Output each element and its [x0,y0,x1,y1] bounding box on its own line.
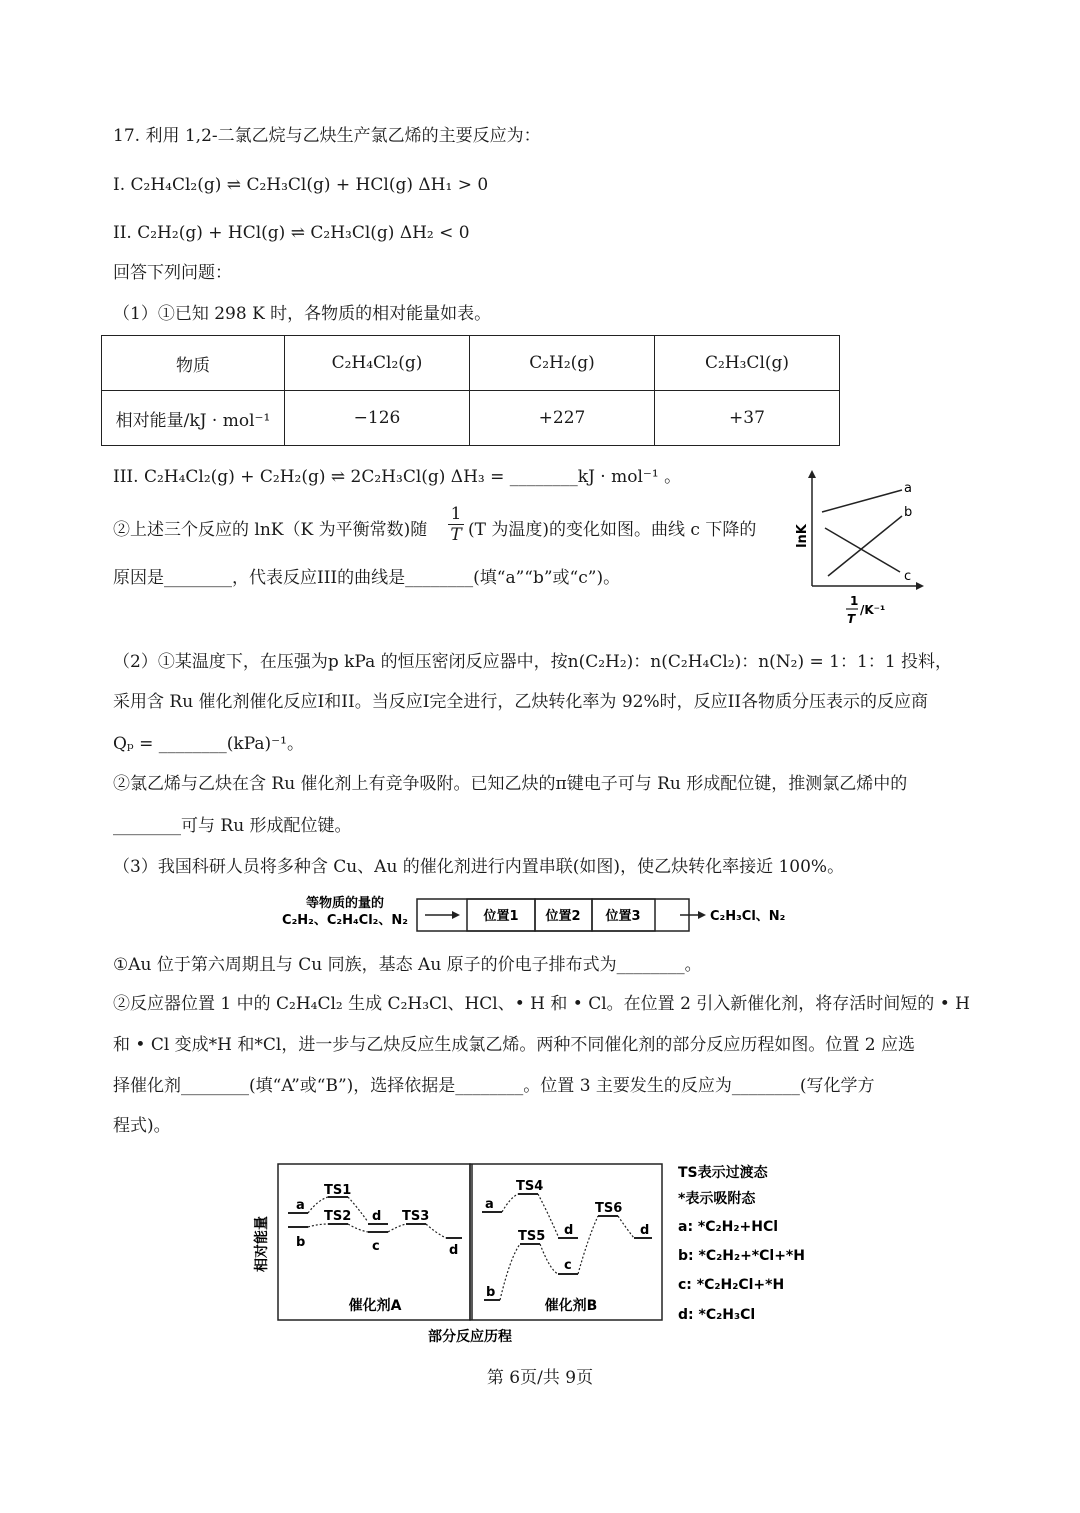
table-header: C₂H₄Cl₂(g) [285,336,470,391]
curve-c [825,528,900,572]
position-1-label: 位置1 [483,909,519,924]
position-2-label: 位置2 [545,909,581,924]
curve-a [822,490,902,512]
part3-line6: 程式)。 [113,1116,171,1136]
catalyst-a-path-b [288,1224,462,1238]
d-state-label: d [640,1223,650,1238]
position-3-label: 位置3 [605,909,641,924]
inverse-t-fraction [448,504,464,545]
x-axis-denominator: T [847,612,856,626]
panel-b-label: 催化剂B [544,1298,598,1314]
part3-line5: 择催化剂________(填“A”或“B”)，选择依据是________。位置 3 主要发生的反应为________(写化学方 [113,1076,875,1096]
part3-line2: ①Au 位于第六周期且与 Cu 同族，基态 Au 原子的价电子排布式为________。 [113,955,702,975]
curve-b-label: b [904,505,913,520]
energy-xlabel: 部分反应历程 [428,1329,512,1345]
table-row-label: 相对能量/kJ · mol⁻¹ [102,391,285,446]
d-state-label: d [449,1243,459,1258]
ts5-label: TS5 [518,1229,546,1244]
ts6-label: TS6 [595,1201,623,1216]
legend-b: b: *C₂H₂+*Cl+*H [678,1248,805,1264]
y-axis-arrow [808,470,816,478]
reactor-feed-line2: C₂H₂、C₂H₄Cl₂、N₂ [282,913,408,928]
reaction-2: II. C₂H₂(g) + HCl(g) ⇌ C₂H₃Cl(g) ΔH₂ < 0 [113,223,470,243]
a-state-label: a [485,1197,494,1212]
ts2-label: TS2 [324,1209,352,1224]
part1-2-text-c: 原因是________，代表反应III的曲线是________(填“a”“b”或“c”)。 [113,568,621,588]
part2-line2: 采用含 Ru 催化剂催化反应I和II。当反应I完全进行，乙炔转化率为 92%时，反应II各物质分压表示的反应商 [113,692,929,712]
ts4-label: TS4 [516,1179,544,1194]
x-axis-numerator: 1 [850,594,859,608]
legend-d: d: *C₂H₃Cl [678,1307,756,1323]
legend-ts: TS表示过渡态 [678,1165,768,1181]
b-state-label: b [296,1235,306,1250]
feed-arrow-head [452,911,460,919]
energy-table [101,335,840,446]
a-state-label: a [296,1198,305,1213]
reactor-diagram [280,892,810,938]
part2-line4: ②氯乙烯与乙炔在含 Ru 催化剂上有竞争吸附。已知乙炔的π键电子可与 Ru 形成配位键，推测氯乙烯中的 [113,774,908,794]
energy-profile-diagram [248,1158,838,1353]
reaction-1: I. C₂H₄Cl₂(g) ⇌ C₂H₃Cl(g) + HCl(g) ΔH₁ > 0 [113,175,489,195]
c-state-label: c [372,1239,380,1254]
part3-line4: 和 • Cl 变成*H 和*Cl，进一步与乙炔反应生成氯乙烯。两种不同催化剂的部分反应历程如图。位置 2 应选 [113,1035,915,1055]
b-state-label: b [486,1285,496,1300]
legend-a: a: *C₂H₂+HCl [678,1219,779,1235]
curve-a-label: a [904,481,912,496]
part3-line1: （3）我国科研人员将多种含 Cu、Au 的催化剂进行内置串联(如图)，使乙炔转化率接近 100%。 [113,857,845,877]
fraction-denominator: T [450,525,462,545]
question-intro: 17. 利用 1,2-二氯乙烷与乙炔生产氯乙烯的主要反应为： [113,126,541,146]
table-cell: +37 [655,391,840,446]
d-state-label: d [564,1223,574,1238]
energy-ylabel: 相对能量 [254,1216,270,1272]
x-axis-unit: /K⁻¹ [860,603,886,617]
part1-2-text-a: ②上述三个反应的 lnK（K 为平衡常数)随 [113,520,428,540]
page-footer: 第 6页/共 9页 [486,1368,594,1388]
reactor-feed-line1: 等物质的量的 [305,896,385,911]
table-header: 物质 [102,336,285,391]
part2-line3: Qₚ = ________(kPa)⁻¹。 [113,734,304,754]
table-header: C₂H₃Cl(g) [655,336,840,391]
part1-intro: （1）①已知 298 K 时，各物质的相对能量如表。 [113,304,492,324]
d-state-label: d [372,1209,382,1224]
curve-c-label: c [904,569,912,584]
y-axis-label: lnK [795,524,810,548]
reaction-3: III. C₂H₄Cl₂(g) + C₂H₂(g) ⇌ 2C₂H₃Cl(g) ΔH₃ = ________kJ · mol⁻¹ 。 [113,467,682,487]
panel-a-label: 催化剂A [348,1298,402,1314]
part2-line5: ________可与 Ru 形成配位键。 [113,816,352,836]
legend-adsorbed: *表示吸附态 [678,1191,756,1207]
lnk-graph [790,468,940,633]
table-cell: +227 [470,391,655,446]
table-cell: −126 [285,391,470,446]
fraction-numerator: 1 [448,504,464,525]
answer-prompt: 回答下列问题： [113,263,232,283]
part3-line3: ②反应器位置 1 中的 C₂H₄Cl₂ 生成 C₂H₃Cl、HCl、• H 和 • Cl。在位置 2 引入新催化剂，将存活时间短的 • H [113,994,970,1014]
part2-line1: （2）①某温度下，在压强为p kPa 的恒压密闭反应器中，按n(C₂H₂)：n(C₂H₄Cl₂)：n(N₂) = 1：1：1 投料， [113,652,953,672]
panel-b-frame [470,1164,662,1320]
table-header: C₂H₂(g) [470,336,655,391]
legend-c: c: *C₂H₂Cl+*H [678,1277,785,1293]
product-arrow-head [698,911,706,919]
ts1-label: TS1 [324,1183,352,1198]
part1-2-text-b: (T 为温度)的变化如图。曲线 c 下降的 [468,520,757,540]
x-axis-arrow [916,582,924,590]
c-state-label: c [564,1258,572,1273]
reactor-product: C₂H₃Cl、N₂ [710,909,786,924]
ts3-label: TS3 [402,1209,430,1224]
